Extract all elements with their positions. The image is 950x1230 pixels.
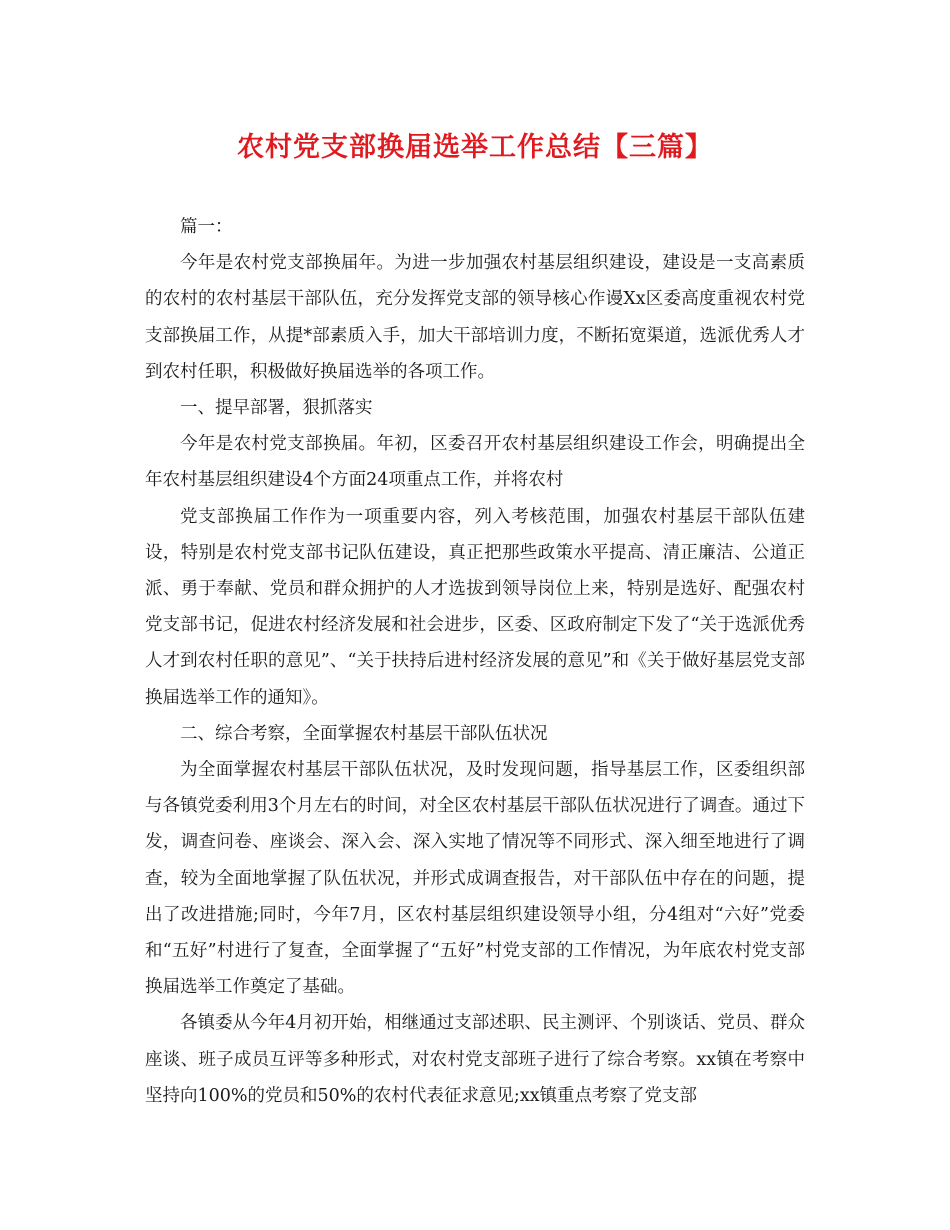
document-body <box>145 209 805 1114</box>
paragraph: 今年是农村党支部换届。年初，区委召开农村基层组织建设工作会，明确提出全年农村基层组织建设4个方面24项重点工作，并将农村 <box>145 434 805 491</box>
paragraph: 各镇委从今年4月初开始，相继通过支部述职、民主测评、个别谈话、党员、群众座谈、班子成员互评等多种形式，对农村党支部班子进行了综合考察。xx镇在考察中坚持向100%的党员和50%的农村代表征求意见;xx镇重点考察了党支部 <box>145 1013 805 1106</box>
paragraph: 今年是农村党支部换届年。为进一步加强农村基层组织建设，建设是一支高素质的农村的农村基层干部队伍，充分发挥党支部的领导核心作谩Xx区委高度重视农村党支部换届工作，从提*部素质入手，加大干部培训力度，不断拓宽渠道，选派优秀人才到农村任职，积极做好换届选举的各项工作。 <box>145 253 805 382</box>
paragraph: 为全面掌握农村基层干部队伍状况，及时发现问题，指导基层工作，区委组织部与各镇党委利用3个月左右的时间，对全区农村基层干部队伍状况进行了调查。通过下发，调查问卷、座谈会、深入会、深入实地了情况等不同形式、深入细至地进行了调查，较为全面地掌握了队伍状况，并形式成调查报告，对干部队伍中存在的问题，提出了改进措施;同时，今年7月，区农村基层组织建设领导小组，分4组对“六好”党委和“五好”村进行了复查，全面掌握了“五好”村党支部的工作情况，为年底农村党支部换届选举工作奠定了基础。 <box>145 760 805 998</box>
section-heading: 二、综合考察，全面掌握农村基层干部队伍状况 <box>180 723 548 744</box>
section-label: 篇一： <box>180 217 233 237</box>
section-heading: 一、提早部署，狠抓落实 <box>180 398 373 419</box>
paragraph: 党支部换届工作作为一项重要内容，列入考核范围，加强农村基层干部队伍建设，特别是农村党支部书记队伍建设，真正把那些政策水平提高、清正廉洁、公道正派、勇于奉献、党员和群众拥护的人才选拔到领导岗位上来，特别是选好、配强农村党支部书记，促进农村经济发展和社会进步，区委、区政府制定下发了“关于选派优秀人才到农村任职的意见”、“关于扶持后进村经济发展的意见”和《关于做好基层党支部换届选举工作的通知》。 <box>145 506 805 708</box>
document-title: 农村党支部换届选举工作总结【三篇】 <box>237 132 713 163</box>
